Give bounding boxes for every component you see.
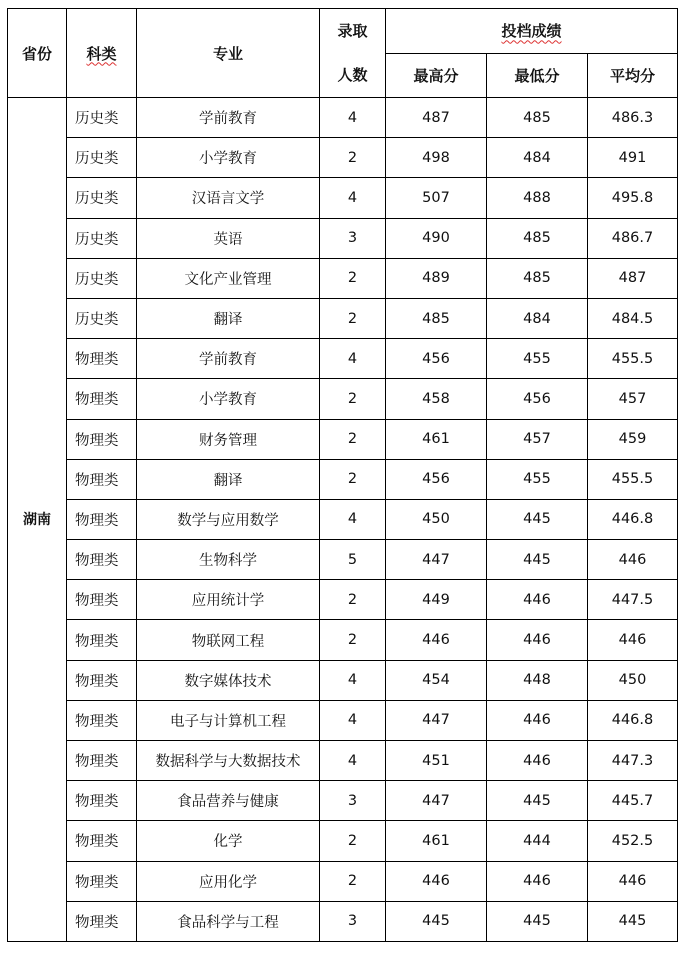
min-score-cell: 445 (487, 901, 588, 941)
table-row (8, 741, 678, 781)
table-row (8, 178, 678, 218)
avg-score-cell: 446.8 (588, 700, 678, 740)
admitted-count-cell: 4 (320, 339, 386, 379)
table-row (8, 499, 678, 539)
province-cell: 湖南 (8, 98, 67, 942)
major-cell: 财务管理 (137, 419, 320, 459)
avg-score-cell: 455.5 (588, 339, 678, 379)
table-body (8, 98, 678, 942)
min-score-cell: 446 (487, 741, 588, 781)
category-cell: 物理类 (67, 379, 137, 419)
max-score-cell: 498 (386, 138, 487, 178)
min-score-cell: 444 (487, 821, 588, 861)
table-row (8, 98, 678, 138)
max-score-cell: 458 (386, 379, 487, 419)
admitted-count-cell: 2 (320, 580, 386, 620)
admitted-count-cell: 4 (320, 178, 386, 218)
major-cell: 食品科学与工程 (137, 901, 320, 941)
category-cell: 历史类 (67, 98, 137, 138)
table-row (8, 138, 678, 178)
max-score-cell: 456 (386, 459, 487, 499)
max-score-cell: 446 (386, 861, 487, 901)
avg-score-cell: 484.5 (588, 298, 678, 338)
admitted-count-cell: 3 (320, 901, 386, 941)
avg-score-cell: 450 (588, 660, 678, 700)
min-score-cell: 446 (487, 861, 588, 901)
major-cell: 英语 (137, 218, 320, 258)
table-row (8, 298, 678, 338)
table-row (8, 660, 678, 700)
min-score-cell: 446 (487, 620, 588, 660)
max-score-cell: 487 (386, 98, 487, 138)
avg-score-cell: 486.7 (588, 218, 678, 258)
avg-score-cell: 446 (588, 540, 678, 580)
table-row (8, 419, 678, 459)
category-cell: 物理类 (67, 580, 137, 620)
admitted-count-cell: 3 (320, 218, 386, 258)
category-cell: 物理类 (67, 459, 137, 499)
major-cell: 物联网工程 (137, 620, 320, 660)
min-score-cell: 484 (487, 298, 588, 338)
min-score-cell: 455 (487, 459, 588, 499)
avg-score-cell: 486.3 (588, 98, 678, 138)
header-max-score: 最高分 (386, 53, 487, 98)
avg-score-cell: 459 (588, 419, 678, 459)
max-score-cell: 507 (386, 178, 487, 218)
max-score-cell: 489 (386, 258, 487, 298)
min-score-cell: 448 (487, 660, 588, 700)
min-score-cell: 485 (487, 98, 588, 138)
avg-score-cell: 487 (588, 258, 678, 298)
avg-score-cell: 495.8 (588, 178, 678, 218)
table-row (8, 540, 678, 580)
min-score-cell: 457 (487, 419, 588, 459)
major-cell: 生物科学 (137, 540, 320, 580)
admitted-count-cell: 4 (320, 741, 386, 781)
admitted-count-cell: 2 (320, 861, 386, 901)
max-score-cell: 449 (386, 580, 487, 620)
avg-score-cell: 457 (588, 379, 678, 419)
category-cell: 历史类 (67, 298, 137, 338)
admitted-count-cell: 2 (320, 821, 386, 861)
admitted-count-cell: 5 (320, 540, 386, 580)
major-cell: 小学教育 (137, 138, 320, 178)
min-score-cell: 445 (487, 781, 588, 821)
table-row (8, 459, 678, 499)
category-cell: 物理类 (67, 339, 137, 379)
avg-score-cell: 446.8 (588, 499, 678, 539)
major-cell: 数据科学与大数据技术 (137, 741, 320, 781)
max-score-cell: 447 (386, 540, 487, 580)
category-cell: 物理类 (67, 540, 137, 580)
category-cell: 物理类 (67, 781, 137, 821)
min-score-cell: 445 (487, 540, 588, 580)
admitted-count-cell: 2 (320, 298, 386, 338)
header-category-label: 科类 (86, 44, 117, 63)
avg-score-cell: 446 (588, 861, 678, 901)
max-score-cell: 446 (386, 620, 487, 660)
major-cell: 学前教育 (137, 98, 320, 138)
table-row (8, 781, 678, 821)
major-cell: 学前教育 (137, 339, 320, 379)
max-score-cell: 461 (386, 419, 487, 459)
min-score-cell: 446 (487, 580, 588, 620)
header-min-score: 最低分 (487, 53, 588, 98)
category-cell: 物理类 (67, 700, 137, 740)
admitted-count-cell: 4 (320, 98, 386, 138)
min-score-cell: 485 (487, 218, 588, 258)
avg-score-cell: 445 (588, 901, 678, 941)
header-category (67, 9, 137, 98)
max-score-cell: 490 (386, 218, 487, 258)
header-admitted-line1: 录取 (337, 22, 368, 40)
table-row (8, 861, 678, 901)
max-score-cell: 447 (386, 781, 487, 821)
category-cell: 历史类 (67, 258, 137, 298)
category-cell: 物理类 (67, 901, 137, 941)
min-score-cell: 445 (487, 499, 588, 539)
category-cell: 物理类 (67, 741, 137, 781)
avg-score-cell: 447.3 (588, 741, 678, 781)
category-cell: 物理类 (67, 419, 137, 459)
major-cell: 翻译 (137, 298, 320, 338)
admission-table-wrapper (7, 8, 678, 942)
category-cell: 历史类 (67, 218, 137, 258)
major-cell: 翻译 (137, 459, 320, 499)
avg-score-cell: 455.5 (588, 459, 678, 499)
major-cell: 文化产业管理 (137, 258, 320, 298)
table-row (8, 258, 678, 298)
min-score-cell: 488 (487, 178, 588, 218)
max-score-cell: 485 (386, 298, 487, 338)
max-score-cell: 454 (386, 660, 487, 700)
admission-score-table (7, 8, 678, 942)
avg-score-cell: 445.7 (588, 781, 678, 821)
avg-score-cell: 491 (588, 138, 678, 178)
admitted-count-cell: 2 (320, 379, 386, 419)
major-cell: 应用化学 (137, 861, 320, 901)
max-score-cell: 450 (386, 499, 487, 539)
admitted-count-cell: 2 (320, 138, 386, 178)
table-row (8, 339, 678, 379)
category-cell: 物理类 (67, 861, 137, 901)
admitted-count-cell: 3 (320, 781, 386, 821)
avg-score-cell: 452.5 (588, 821, 678, 861)
avg-score-cell: 447.5 (588, 580, 678, 620)
max-score-cell: 445 (386, 901, 487, 941)
header-province: 省份 (8, 9, 67, 98)
major-cell: 电子与计算机工程 (137, 700, 320, 740)
max-score-cell: 456 (386, 339, 487, 379)
admitted-count-cell: 2 (320, 620, 386, 660)
min-score-cell: 484 (487, 138, 588, 178)
major-cell: 数字媒体技术 (137, 660, 320, 700)
admitted-count-cell: 2 (320, 258, 386, 298)
min-score-cell: 455 (487, 339, 588, 379)
min-score-cell: 485 (487, 258, 588, 298)
admitted-count-cell: 2 (320, 459, 386, 499)
table-row (8, 580, 678, 620)
table-row (8, 700, 678, 740)
major-cell: 汉语言文学 (137, 178, 320, 218)
table-row (8, 379, 678, 419)
major-cell: 数学与应用数学 (137, 499, 320, 539)
table-row (8, 218, 678, 258)
category-cell: 物理类 (67, 620, 137, 660)
header-scores-group (386, 9, 678, 54)
major-cell: 小学教育 (137, 379, 320, 419)
header-scores-group-label: 投档成绩 (501, 22, 562, 41)
min-score-cell: 446 (487, 700, 588, 740)
admitted-count-cell: 4 (320, 700, 386, 740)
major-cell: 食品营养与健康 (137, 781, 320, 821)
category-cell: 物理类 (67, 821, 137, 861)
table-row (8, 901, 678, 941)
admitted-count-cell: 4 (320, 660, 386, 700)
table-row (8, 620, 678, 660)
category-cell: 物理类 (67, 660, 137, 700)
category-cell: 历史类 (67, 178, 137, 218)
header-admitted-count (320, 9, 386, 98)
admitted-count-cell: 2 (320, 419, 386, 459)
header-admitted-line2: 人数 (337, 66, 368, 84)
header-avg-score: 平均分 (588, 53, 678, 98)
admitted-count-cell: 4 (320, 499, 386, 539)
table-row (8, 821, 678, 861)
max-score-cell: 447 (386, 700, 487, 740)
major-cell: 化学 (137, 821, 320, 861)
category-cell: 物理类 (67, 499, 137, 539)
header-major: 专业 (137, 9, 320, 98)
max-score-cell: 451 (386, 741, 487, 781)
table-header (8, 9, 678, 98)
major-cell: 应用统计学 (137, 580, 320, 620)
min-score-cell: 456 (487, 379, 588, 419)
max-score-cell: 461 (386, 821, 487, 861)
category-cell: 历史类 (67, 138, 137, 178)
avg-score-cell: 446 (588, 620, 678, 660)
